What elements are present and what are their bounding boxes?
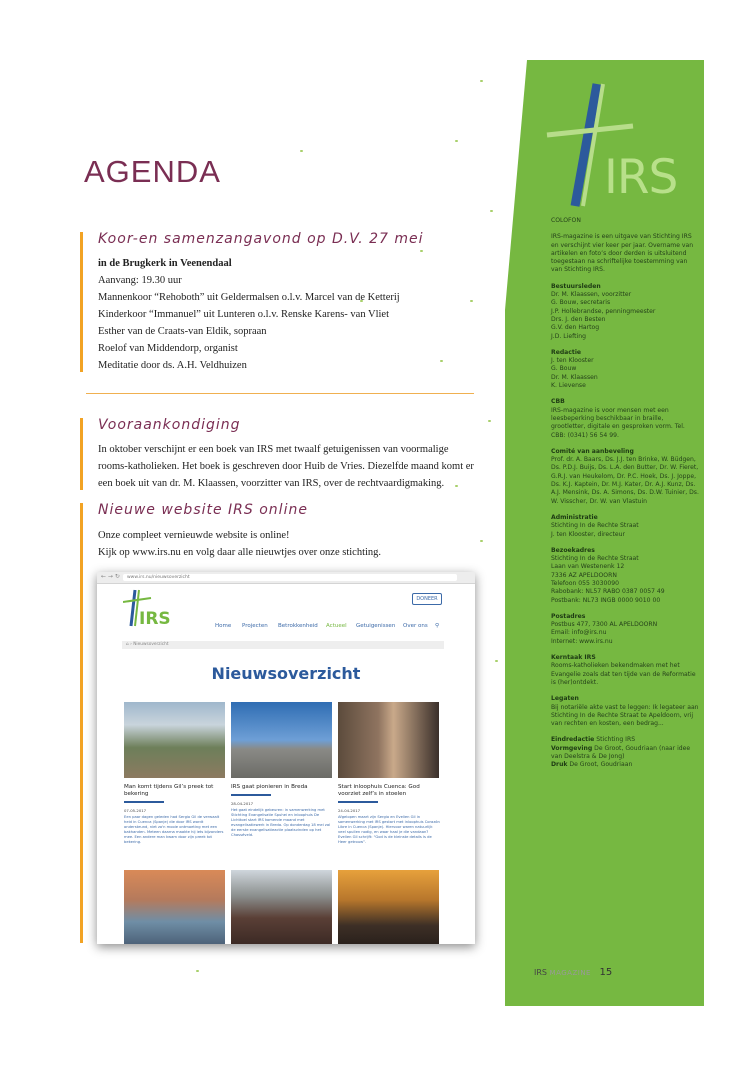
section-line: Stichting In de Rechte Straat bbox=[551, 555, 639, 563]
colofon-section bbox=[551, 547, 699, 605]
colofon-intro: IRS-magazine is een uitgave van Stichting IRS en verschijnt vier keer per jaar. Overname van artikelen en foto’s door derden is uitsluitend toegestaan na schriftelijke toestemming van van Stichting IRS. bbox=[551, 233, 694, 274]
browser-toolbar bbox=[97, 572, 475, 584]
announcement-text bbox=[98, 441, 474, 492]
page-footer bbox=[534, 967, 612, 978]
section-line: J. ten Klooster, directeur bbox=[551, 530, 625, 538]
card-underline bbox=[231, 794, 271, 796]
nav-actueel: Actueel bbox=[326, 623, 347, 629]
site-logo-text: IRS bbox=[139, 609, 171, 629]
website-screenshot bbox=[97, 572, 475, 944]
back-icon: ← → ↻ bbox=[101, 573, 120, 580]
event-details bbox=[98, 255, 400, 374]
section-heading: Postadres bbox=[551, 612, 586, 620]
event-venue: in de Brugkerk in Veenendaal bbox=[98, 258, 232, 269]
search-icon: ⚲ bbox=[435, 623, 440, 629]
colofon-section bbox=[551, 514, 699, 539]
section-line: Postbank: NL73 INGB 0000 9010 00 bbox=[551, 596, 661, 604]
section-line: Drs. J. den Besten bbox=[551, 315, 606, 323]
colofon-heading: COLOFON bbox=[551, 217, 581, 224]
credit-label: Vormgeving bbox=[551, 744, 593, 752]
website-text bbox=[98, 527, 381, 561]
section-line: 7336 AZ APELDOORN bbox=[551, 571, 617, 579]
nav-home: Home bbox=[215, 623, 232, 629]
section-line: K. Lievense bbox=[551, 382, 586, 390]
colofon-section bbox=[551, 349, 699, 390]
colofon-section bbox=[551, 398, 699, 439]
section-heading: Redactie bbox=[551, 348, 582, 356]
event-line: Aanvang: 19.30 uur bbox=[98, 275, 182, 286]
news-card-date: 28-04-2017 bbox=[231, 801, 254, 806]
event-line: Meditatie door ds. A.H. Veldhuizen bbox=[98, 360, 247, 371]
website-title: Nieuwe website IRS online bbox=[98, 502, 308, 518]
section-heading: Administratie bbox=[551, 513, 598, 521]
event-accent-bar bbox=[80, 232, 83, 372]
news-card-date: 07-05-2017 bbox=[124, 808, 147, 813]
section-heading: CBB bbox=[551, 398, 565, 406]
colofon-section bbox=[551, 654, 699, 687]
news-card-title: IRS gaat pionieren in Breda bbox=[231, 784, 308, 790]
announcement-line: In oktober verschijnt er een boek van IRS met twaalf getuigenissen van voormalige bbox=[98, 444, 449, 455]
credit-value: De Groot, Goudriaan bbox=[569, 761, 633, 769]
news-card-title: Man komt tijdens Gil’s preek tot bekering bbox=[124, 784, 214, 797]
section-line: Rooms-katholieken bekendmaken met het Evangelie zoals dat ten tijde van de Reformatie is (her)ontdekt. bbox=[551, 662, 696, 686]
section-line: G.V. den Hartog bbox=[551, 324, 600, 332]
section-line: Internet: www.irs.nu bbox=[551, 637, 613, 645]
news-card-text: Het gaat eindelijk gebeuren: in samenwerking met Stichting Evangelisatie Spuhei en inloophuis De Lichttoel start IRS komende maand met evangelisatiewerk in Breda. Op donderdag 18 mei zal de eerste evangelisatieactie plaatsvinden op het Chasséveld. bbox=[231, 808, 331, 837]
news-card-title: Start inloophuis Cuenca: God voorziet zelf’s in stoelen bbox=[338, 784, 420, 797]
news-photo bbox=[338, 870, 439, 944]
breadcrumb: ⌂ › Nieuwsoverzicht bbox=[122, 641, 444, 649]
colofon-section bbox=[551, 283, 699, 341]
sidebar-logo-text: IRS bbox=[604, 150, 678, 205]
section-heading: Bestuursleden bbox=[551, 282, 601, 290]
colofon-section bbox=[551, 448, 699, 506]
news-photo bbox=[338, 702, 439, 778]
event-line: Mannenkoor “Rehoboth” uit Geldermalsen o.l.v. Marcel van de Ketterij bbox=[98, 292, 400, 303]
section-line: J. ten Klooster bbox=[551, 357, 594, 365]
announcement-title: Vooraankondiging bbox=[98, 417, 241, 433]
nav-betrokkenheid: Betrokkenheid bbox=[278, 623, 318, 629]
colofon-credits bbox=[551, 736, 699, 769]
event-line: Esther van de Craats-van Eldik, sopraan bbox=[98, 326, 267, 337]
announcement-accent-bar bbox=[80, 418, 83, 490]
event-title: Koor-en samenzangavond op D.V. 27 mei bbox=[98, 231, 424, 247]
section-heading: Comité van aanbeveling bbox=[551, 447, 634, 455]
nav-getuigenissen: Getuigenissen bbox=[356, 623, 396, 629]
credit-label: Eindredactie bbox=[551, 736, 595, 744]
section-line: Bij notariële akte vast te leggen: Ik legateer aan Stichting In de Rechte Straat te Apeldoorn, vrij van rechten en kosten, een bedrag... bbox=[551, 703, 699, 728]
event-line: Kinderkoor “Immanuel” uit Lunteren o.l.v. Renske Karens- van Vliet bbox=[98, 309, 389, 320]
colofon-column bbox=[551, 217, 699, 770]
section-line: Email: info@irs.nu bbox=[551, 629, 607, 637]
website-line: Onze compleet vernieuwde website is online! bbox=[98, 530, 290, 541]
news-photo bbox=[124, 870, 225, 944]
footer-magazine: MAGAZINE bbox=[549, 969, 591, 977]
section-line: J.D. Liefting bbox=[551, 332, 586, 340]
announcement-line: een boek uit van dr. M. Klaassen, voorzitter van IRS, over de rechtvaardigmaking. bbox=[98, 478, 445, 489]
card-underline bbox=[124, 801, 164, 803]
section-line: Laan van Westenenk 12 bbox=[551, 563, 625, 571]
nav-over-ons: Over ons bbox=[403, 623, 428, 629]
page-number: 15 bbox=[599, 967, 613, 978]
section-divider bbox=[86, 393, 474, 394]
footer-brand: IRS bbox=[534, 968, 547, 977]
section-line: Dr. M. Klaassen, voorzitter bbox=[551, 291, 632, 299]
section-line: Rabobank: NL57 RABO 0387 0057 49 bbox=[551, 588, 665, 596]
section-heading: Legaten bbox=[551, 695, 579, 703]
credit-label: Druk bbox=[551, 761, 568, 769]
credit-value: Stichting IRS bbox=[596, 736, 636, 744]
news-photo bbox=[231, 702, 332, 778]
announcement-line: rooms-katholieken. Het boek is geschreven door Huib de Vries. Diezelfde maand komt er bbox=[98, 461, 474, 472]
page-title: AGENDA bbox=[84, 154, 221, 189]
news-card-date: 24-04-2017 bbox=[338, 808, 361, 813]
nav-projecten: Projecten bbox=[242, 623, 268, 629]
section-line: G. Bouw, secretaris bbox=[551, 299, 611, 307]
colofon-section bbox=[551, 695, 699, 728]
colofon-section bbox=[551, 613, 699, 646]
news-card-text: Afgelopen maart zijn Sergio en Evelien Gil in samenwerking met IRS gestart met inloophuis Corazón Libre in Cuenca (Spanje). Hiervoor waren natuurlijk veel spullen nodig, en waar haal je die vandaan? Evelien Gil schrijft: “God is de kleinste details is de Heer getrouw”. bbox=[338, 815, 440, 844]
section-line: Postbus 477, 7300 AL APELDOORN bbox=[551, 621, 658, 629]
website-accent-bar bbox=[80, 503, 83, 943]
section-line: J.P. Hollebrandse, penningmeester bbox=[551, 307, 656, 315]
section-heading: Bezoekadres bbox=[551, 546, 595, 554]
breadcrumb-label: Nieuwsoverzicht bbox=[133, 642, 169, 647]
credit-value: De Groot, Goudriaan (naar idee van Deelstra & De Jong) bbox=[551, 744, 691, 761]
news-photo bbox=[231, 870, 332, 944]
address-bar: www.irs.nu/nieuwsoverzicht bbox=[123, 574, 457, 581]
section-line: Prof. dr. A. Baars, Ds. J.J. ten Brinke, W. Büdgen, Ds. P.D.J. Buijs, Ds. L.A. den Butter, Dr. W. Fieret, G.R.J. van Heukelom, Dr. P.C. Hoek, Ds. J. Joppe, Ds. K.J. Kaptein, Dr. M.J. Kater, Dr. A.J. Kunz, Ds. A.J. Mensink, Ds. A. Simons, Ds. D.W. Tuinier, Ds. W. Visscher, Dr. W. van Vlastuin bbox=[551, 456, 699, 505]
section-line: IRS-magazine is voor mensen met een leesbeperking beschikbaar in braille, grootletter, digitale en gesproken vorm. Tel. CBB: (0341) 56 54 99. bbox=[551, 406, 685, 439]
news-card-text: Een paar dagen geleden had Sergio Gil de verwaalt heid in Cuenca (Spanje) die door IRS wordt ondersteund, niet zo'n mooie ontmoeting met een bakhanden. Meteen daarna maakte hij iets bijzonders mee. Een andere man kwam door zijn preek tot bekering. bbox=[124, 815, 224, 844]
news-photo bbox=[124, 702, 225, 778]
section-line: Telefoon 055 3030090 bbox=[551, 579, 619, 587]
news-heading: Nieuwsoverzicht bbox=[211, 664, 361, 683]
event-line: Roelof van Middendorp, organist bbox=[98, 343, 238, 354]
section-heading: Kerntaak IRS bbox=[551, 654, 596, 662]
card-underline bbox=[338, 801, 378, 803]
website-line: Kijk op www.irs.nu en volg daar alle nieuwtjes over onze stichting. bbox=[98, 547, 382, 558]
section-line: G. Bouw bbox=[551, 365, 577, 373]
donate-button: DONEER bbox=[412, 593, 442, 605]
section-line: Dr. M. Klaassen bbox=[551, 373, 598, 381]
section-line: Stichting In de Rechte Straat bbox=[551, 522, 639, 530]
